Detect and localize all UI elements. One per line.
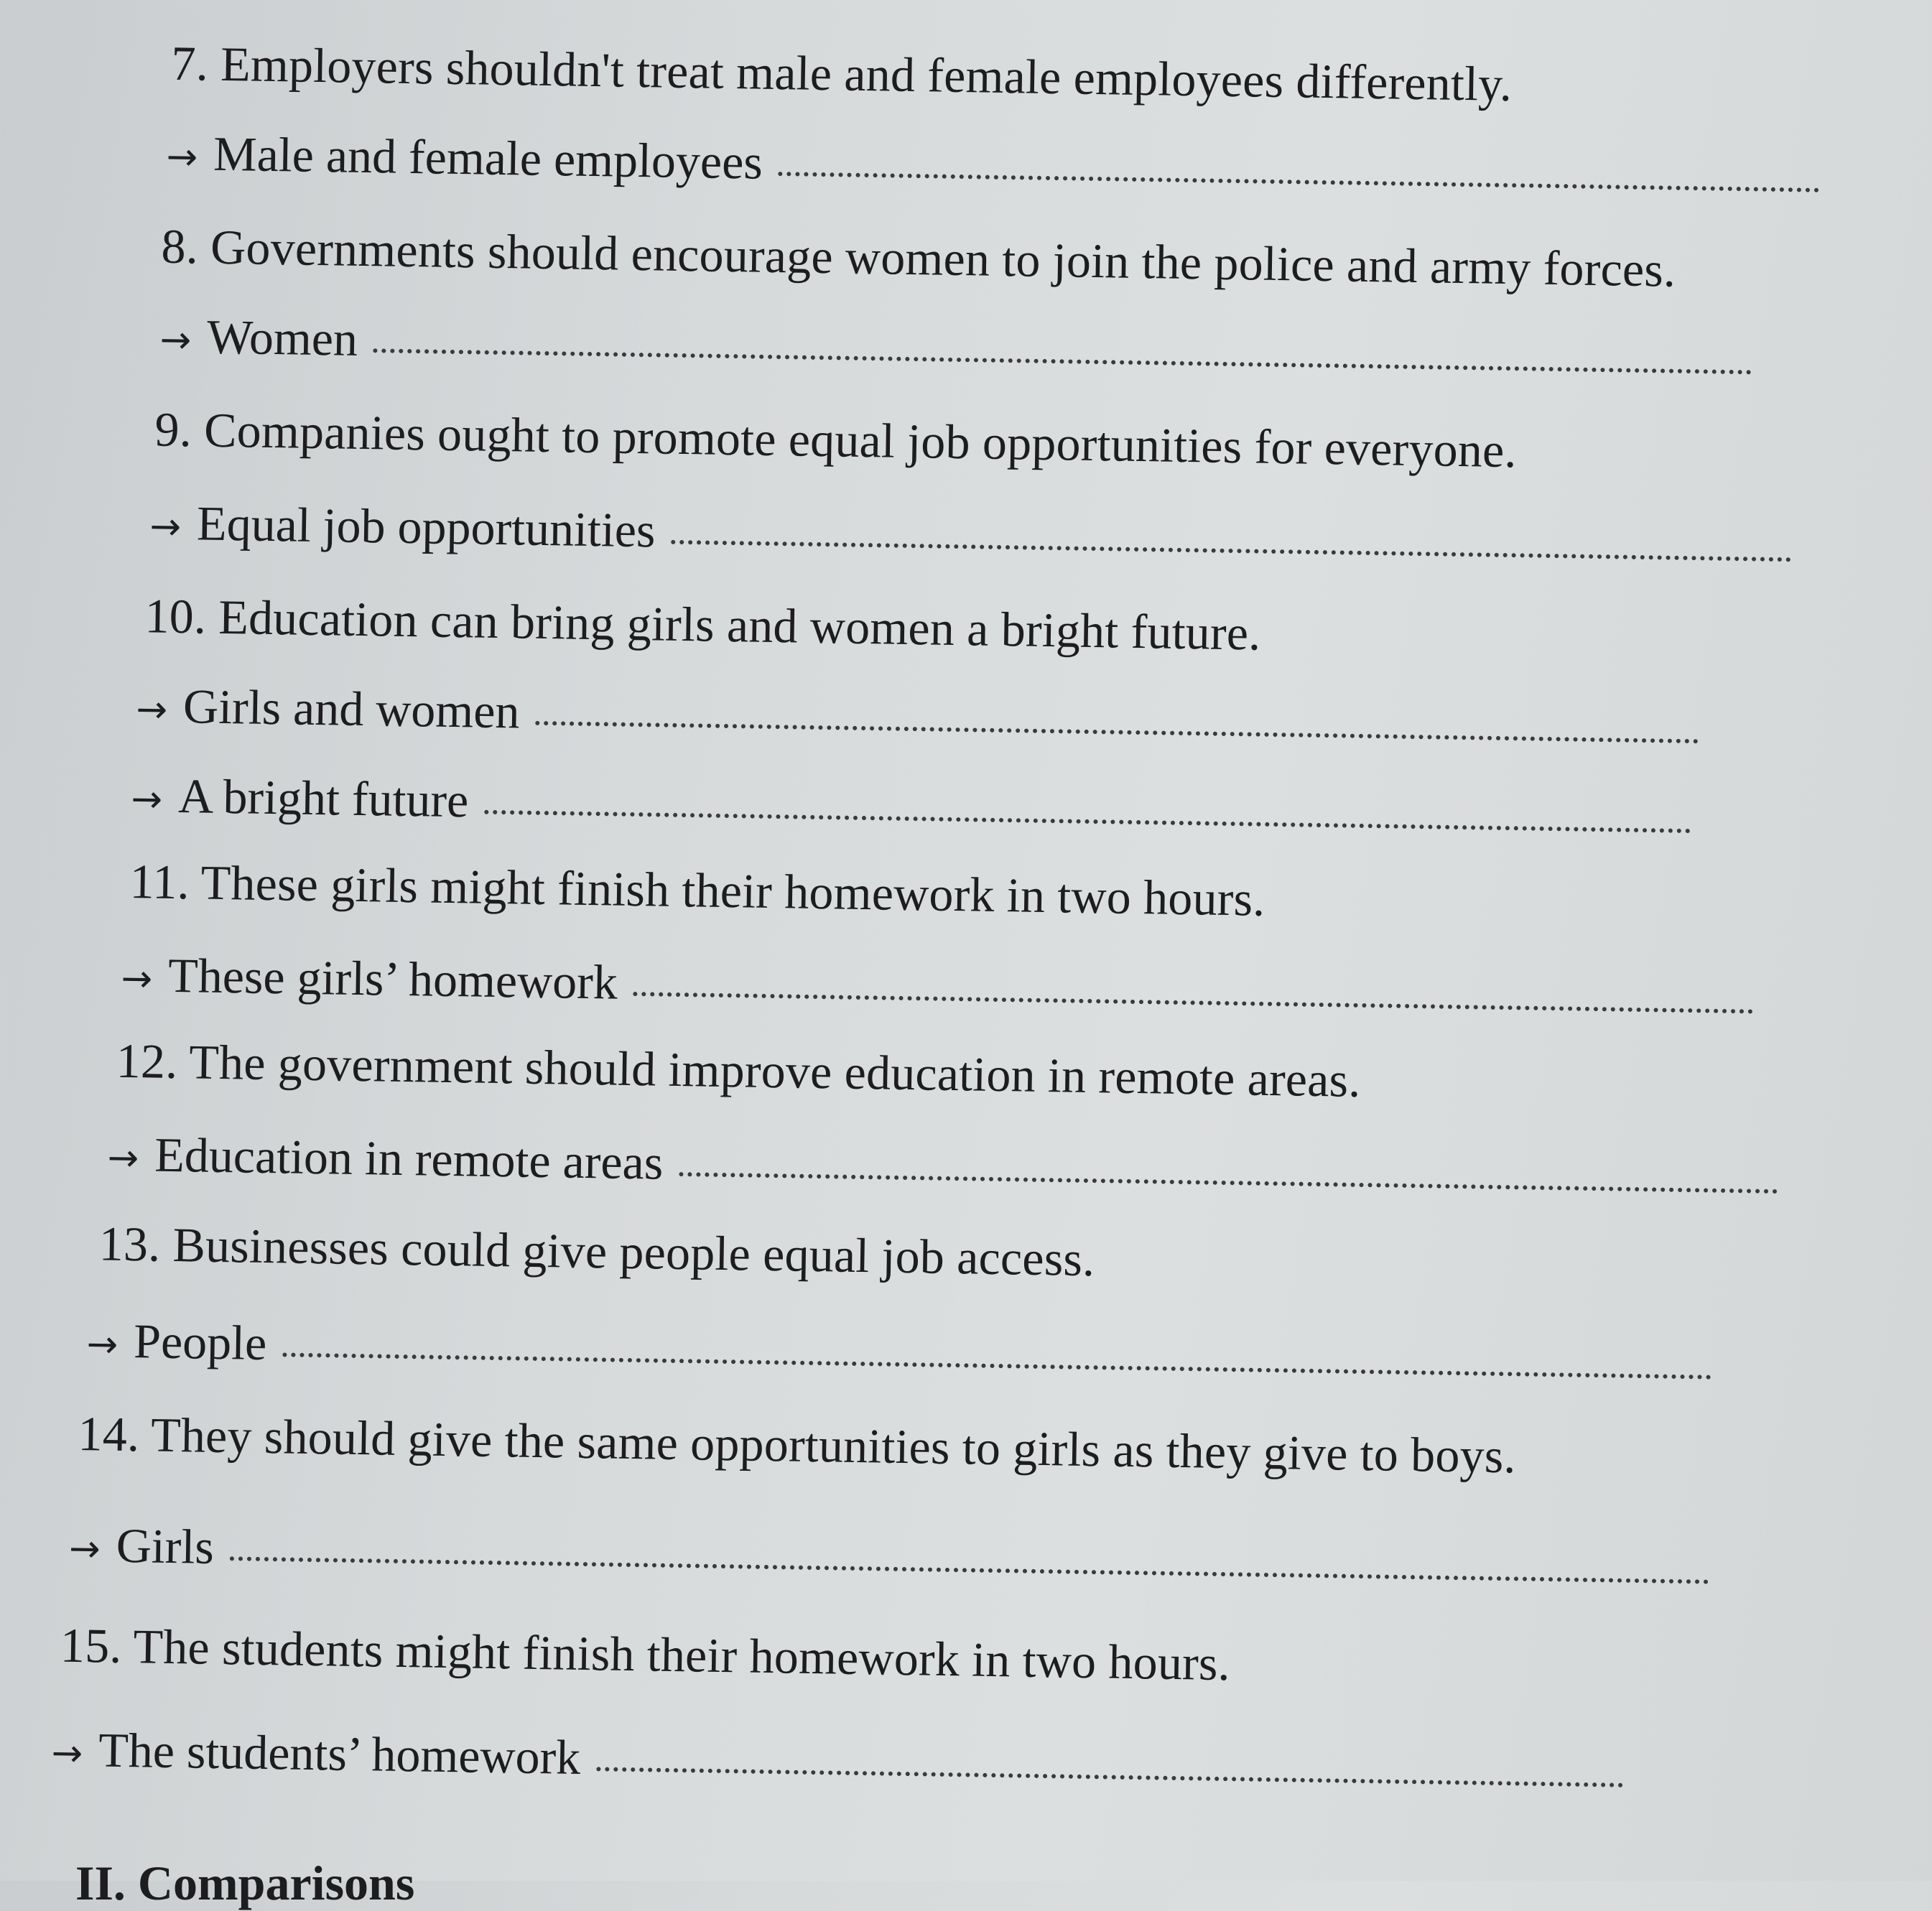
- question-7: 7. Employers shouldn't treat male and female employees differently.: [171, 35, 1513, 112]
- answer-prompt: Education in remote areas: [154, 1127, 664, 1190]
- answer-blank[interactable]: [779, 167, 1820, 192]
- arrow-icon: →: [51, 1731, 83, 1776]
- answer-line-10a[interactable]: [136, 681, 1699, 754]
- answer-line-10b[interactable]: [131, 768, 1691, 844]
- answer-blank[interactable]: [679, 1168, 1778, 1194]
- answer-prompt: Women: [206, 309, 358, 366]
- answer-blank[interactable]: [596, 1762, 1623, 1787]
- answer-prompt: Equal job opportunities: [196, 496, 656, 558]
- question-8: 8. Governments should encourage women to join the police and army forces.: [161, 218, 1676, 297]
- arrow-icon: →: [68, 1527, 101, 1571]
- answer-line-7[interactable]: [166, 126, 1820, 203]
- answer-line-12[interactable]: [107, 1127, 1778, 1205]
- answer-prompt: Male and female employees: [213, 126, 763, 190]
- arrow-icon: →: [159, 318, 192, 363]
- answer-prompt: A bright future: [177, 768, 469, 828]
- question-14: 14. They should give the same opportunities to girls as they give to boys.: [78, 1405, 1517, 1484]
- question-15: 15. The students might finish their homework in two hours.: [60, 1617, 1231, 1691]
- next-section-heading: II. Comparisons: [75, 1856, 415, 1910]
- answer-blank[interactable]: [373, 344, 1752, 374]
- arrow-icon: →: [121, 957, 153, 1001]
- answer-line-14[interactable]: [68, 1517, 1709, 1595]
- answer-prompt: The students’ homework: [98, 1722, 581, 1785]
- question-13: 13. Businesses could give people equal job access.: [98, 1216, 1095, 1287]
- answer-blank[interactable]: [633, 987, 1754, 1014]
- answer-blank[interactable]: [282, 1348, 1712, 1379]
- arrow-icon: →: [166, 135, 198, 180]
- arrow-icon: →: [107, 1136, 139, 1181]
- answer-line-8[interactable]: [159, 309, 1752, 386]
- answer-blank[interactable]: [535, 717, 1699, 743]
- answer-line-11[interactable]: [121, 947, 1754, 1025]
- answer-prompt: Girls and women: [182, 679, 521, 739]
- question-11: 11. These girls might finish their homework in two hours.: [129, 853, 1266, 926]
- question-12: 12. The government should improve education in remote areas.: [116, 1033, 1362, 1107]
- question-9: 9. Companies ought to promote equal job opportunities for everyone.: [154, 401, 1518, 478]
- arrow-icon: →: [86, 1323, 119, 1367]
- answer-blank[interactable]: [229, 1552, 1709, 1584]
- question-10: 10. Education can bring girls and women a bright future.: [144, 588, 1261, 661]
- arrow-icon: →: [131, 778, 163, 822]
- arrow-icon: →: [149, 505, 182, 549]
- answer-line-15[interactable]: [51, 1724, 1623, 1798]
- answer-blank[interactable]: [484, 806, 1691, 833]
- answer-prompt: People: [133, 1313, 267, 1371]
- answer-line-13[interactable]: [86, 1313, 1712, 1390]
- answer-line-9[interactable]: [149, 498, 1792, 572]
- answer-blank[interactable]: [671, 536, 1791, 562]
- arrow-icon: →: [136, 688, 168, 732]
- answer-prompt: Girls: [116, 1517, 215, 1574]
- answer-prompt: These girls’ homework: [167, 947, 618, 1010]
